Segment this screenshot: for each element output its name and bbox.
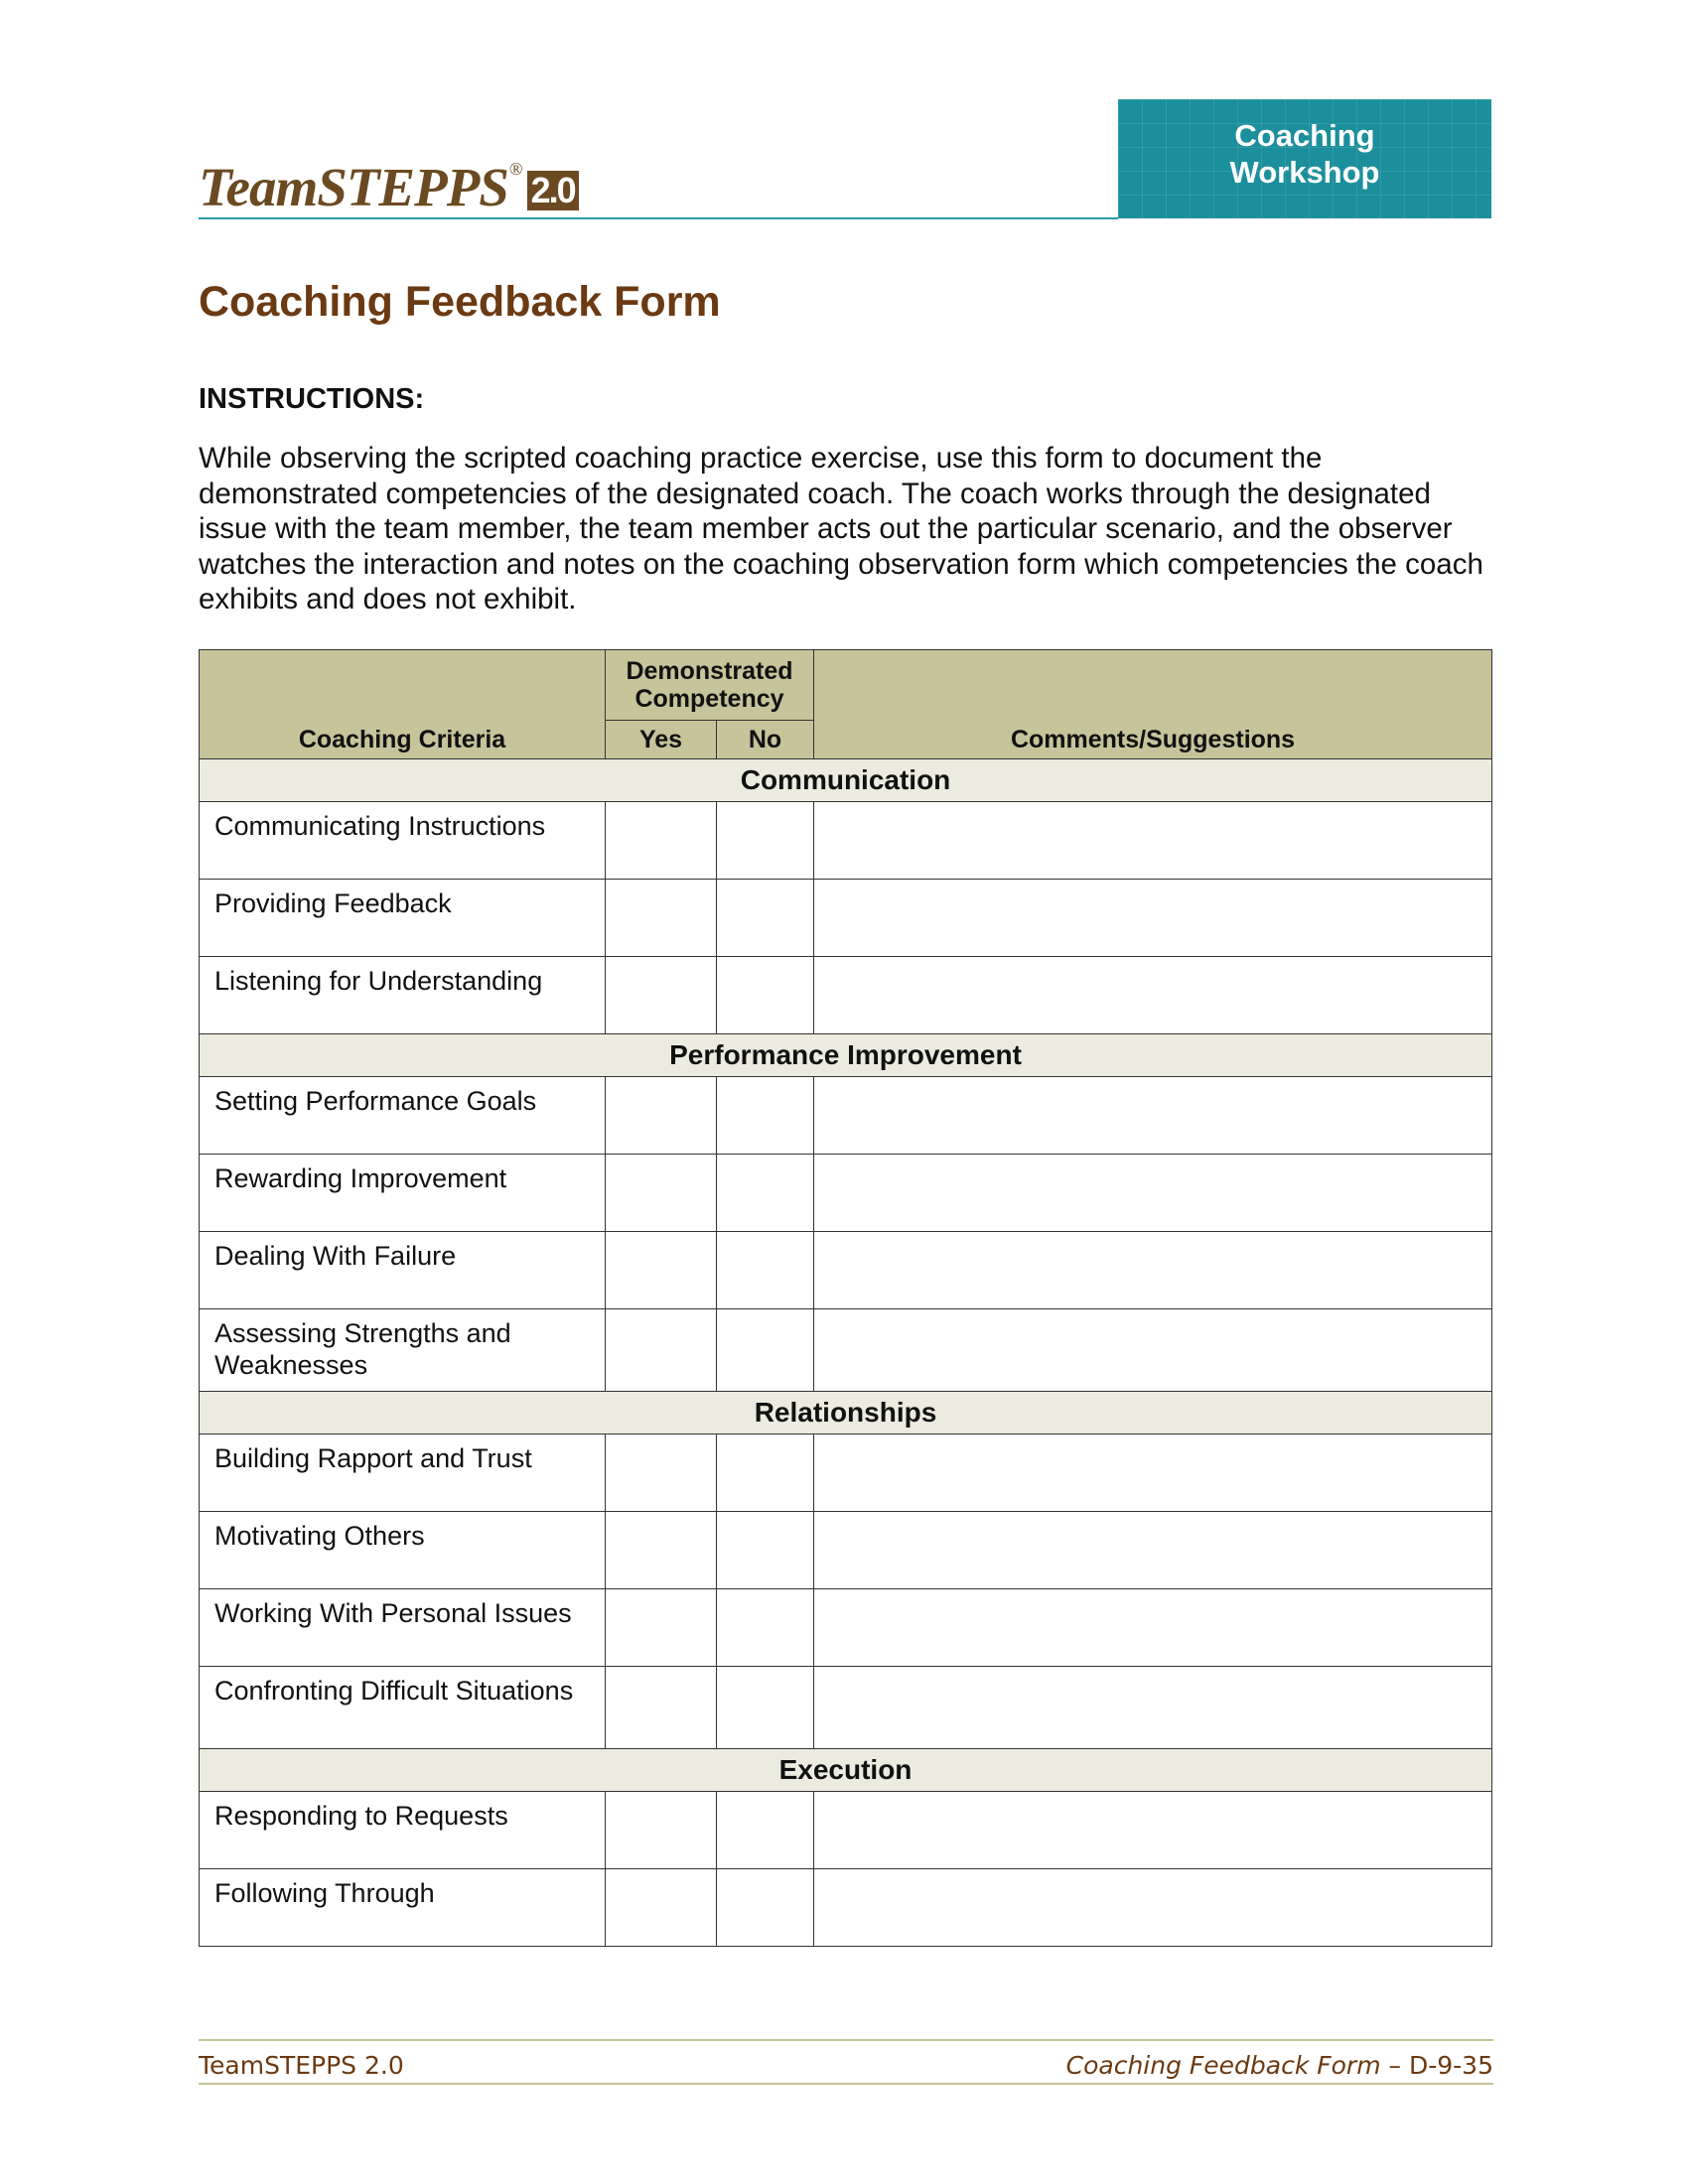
footer-separator: – xyxy=(1380,2051,1409,2080)
section-heading: Execution xyxy=(200,1749,1492,1792)
yes-checkbox-cell[interactable] xyxy=(606,880,717,957)
badge-line-2: Workshop xyxy=(1229,155,1380,190)
footer-page-number: D-9-35 xyxy=(1408,2051,1493,2080)
criteria-cell: Dealing With Failure xyxy=(200,1232,606,1309)
no-checkbox-cell[interactable] xyxy=(717,1232,814,1309)
table-row xyxy=(200,1667,1492,1749)
coaching-feedback-table xyxy=(199,649,1492,1947)
comments-cell[interactable] xyxy=(814,1434,1492,1512)
criteria-cell: Listening for Understanding xyxy=(200,957,606,1034)
column-header-no: No xyxy=(717,721,814,759)
no-checkbox-cell[interactable] xyxy=(717,1667,814,1749)
criteria-cell: Providing Feedback xyxy=(200,880,606,957)
column-header-yes: Yes xyxy=(606,721,717,759)
comments-cell[interactable] xyxy=(814,1077,1492,1155)
teamstepps-logo xyxy=(199,157,579,217)
comments-cell[interactable] xyxy=(814,1309,1492,1392)
instructions-body: While observing the scripted coaching practice exercise, use this form to document the demonstrated competencies of the designated coach. The coach works through the designated issue with the team member, the team member acts out the particular scenario, and the observer watches the interaction and notes on the coaching observation form which competencies the coach exhibits and does not exhibit. xyxy=(199,442,1483,615)
yes-checkbox-cell[interactable] xyxy=(606,1155,717,1232)
page-footer xyxy=(199,2039,1493,2085)
column-header-criteria: Coaching Criteria xyxy=(200,650,606,759)
table-row xyxy=(200,1512,1492,1589)
comments-cell[interactable] xyxy=(814,957,1492,1034)
no-checkbox-cell[interactable] xyxy=(717,802,814,880)
workshop-badge xyxy=(1118,99,1491,218)
page-header xyxy=(199,99,1491,220)
logo-registered-mark: ® xyxy=(508,159,523,179)
table-row xyxy=(200,802,1492,880)
column-header-demonstrated: Demonstrated Competency xyxy=(606,650,814,721)
footer-top-rule xyxy=(199,2039,1493,2041)
header-divider xyxy=(199,217,1118,219)
comments-cell[interactable] xyxy=(814,1869,1492,1947)
criteria-cell: Motivating Others xyxy=(200,1512,606,1589)
no-checkbox-cell[interactable] xyxy=(717,1077,814,1155)
table-row xyxy=(200,957,1492,1034)
criteria-cell: Responding to Requests xyxy=(200,1792,606,1869)
criteria-cell: Setting Performance Goals xyxy=(200,1077,606,1155)
comments-cell[interactable] xyxy=(814,880,1492,957)
comments-cell[interactable] xyxy=(814,1512,1492,1589)
yes-checkbox-cell[interactable] xyxy=(606,1589,717,1667)
no-checkbox-cell[interactable] xyxy=(717,880,814,957)
footer-left-text: TeamSTEPPS 2.0 xyxy=(199,2051,404,2080)
table-row xyxy=(200,1232,1492,1309)
table-row xyxy=(200,880,1492,957)
table-row xyxy=(200,1309,1492,1392)
column-header-comments: Comments/Suggestions xyxy=(814,650,1492,759)
footer-bottom-rule xyxy=(199,2083,1493,2085)
comments-cell[interactable] xyxy=(814,802,1492,880)
section-heading: Communication xyxy=(200,759,1492,802)
yes-checkbox-cell[interactable] xyxy=(606,1667,717,1749)
comments-cell[interactable] xyxy=(814,1155,1492,1232)
no-checkbox-cell[interactable] xyxy=(717,1869,814,1947)
table-row xyxy=(200,1155,1492,1232)
no-checkbox-cell[interactable] xyxy=(717,1155,814,1232)
no-checkbox-cell[interactable] xyxy=(717,1512,814,1589)
section-heading: Relationships xyxy=(200,1392,1492,1434)
table-row xyxy=(200,1434,1492,1512)
criteria-cell: Working With Personal Issues xyxy=(200,1589,606,1667)
section-heading: Performance Improvement xyxy=(200,1034,1492,1077)
no-checkbox-cell[interactable] xyxy=(717,957,814,1034)
criteria-cell: Following Through xyxy=(200,1869,606,1947)
yes-checkbox-cell[interactable] xyxy=(606,1309,717,1392)
footer-form-title: Coaching Feedback Form xyxy=(1065,2051,1381,2080)
no-checkbox-cell[interactable] xyxy=(717,1792,814,1869)
section-row xyxy=(200,1392,1492,1434)
no-checkbox-cell[interactable] xyxy=(717,1589,814,1667)
table-row xyxy=(200,1792,1492,1869)
table-row xyxy=(200,1077,1492,1155)
table-row xyxy=(200,1869,1492,1947)
yes-checkbox-cell[interactable] xyxy=(606,1232,717,1309)
comments-cell[interactable] xyxy=(814,1667,1492,1749)
yes-checkbox-cell[interactable] xyxy=(606,1792,717,1869)
yes-checkbox-cell[interactable] xyxy=(606,802,717,880)
yes-checkbox-cell[interactable] xyxy=(606,1077,717,1155)
criteria-cell: Assessing Strengths and Weaknesses xyxy=(200,1309,606,1392)
yes-checkbox-cell[interactable] xyxy=(606,1434,717,1512)
comments-cell[interactable] xyxy=(814,1232,1492,1309)
criteria-cell: Building Rapport and Trust xyxy=(200,1434,606,1512)
section-row xyxy=(200,759,1492,802)
footer-right-text xyxy=(1066,2051,1493,2080)
no-checkbox-cell[interactable] xyxy=(717,1434,814,1512)
section-row xyxy=(200,1034,1492,1077)
yes-checkbox-cell[interactable] xyxy=(606,1869,717,1947)
logo-version: 2.0 xyxy=(527,171,579,210)
no-checkbox-cell[interactable] xyxy=(717,1309,814,1392)
table-row xyxy=(200,1589,1492,1667)
page-title: Coaching Feedback Form xyxy=(199,278,721,326)
table-body xyxy=(200,759,1492,1947)
criteria-cell: Confronting Difficult Situations xyxy=(200,1667,606,1749)
criteria-cell: Communicating Instructions xyxy=(200,802,606,880)
section-row xyxy=(200,1749,1492,1792)
comments-cell[interactable] xyxy=(814,1792,1492,1869)
instructions-heading: INSTRUCTIONS: xyxy=(199,383,425,415)
yes-checkbox-cell[interactable] xyxy=(606,1512,717,1589)
logo-text: TeamSTEPPS xyxy=(199,157,508,217)
badge-line-1: Coaching xyxy=(1234,118,1375,153)
comments-cell[interactable] xyxy=(814,1589,1492,1667)
criteria-cell: Rewarding Improvement xyxy=(200,1155,606,1232)
yes-checkbox-cell[interactable] xyxy=(606,957,717,1034)
